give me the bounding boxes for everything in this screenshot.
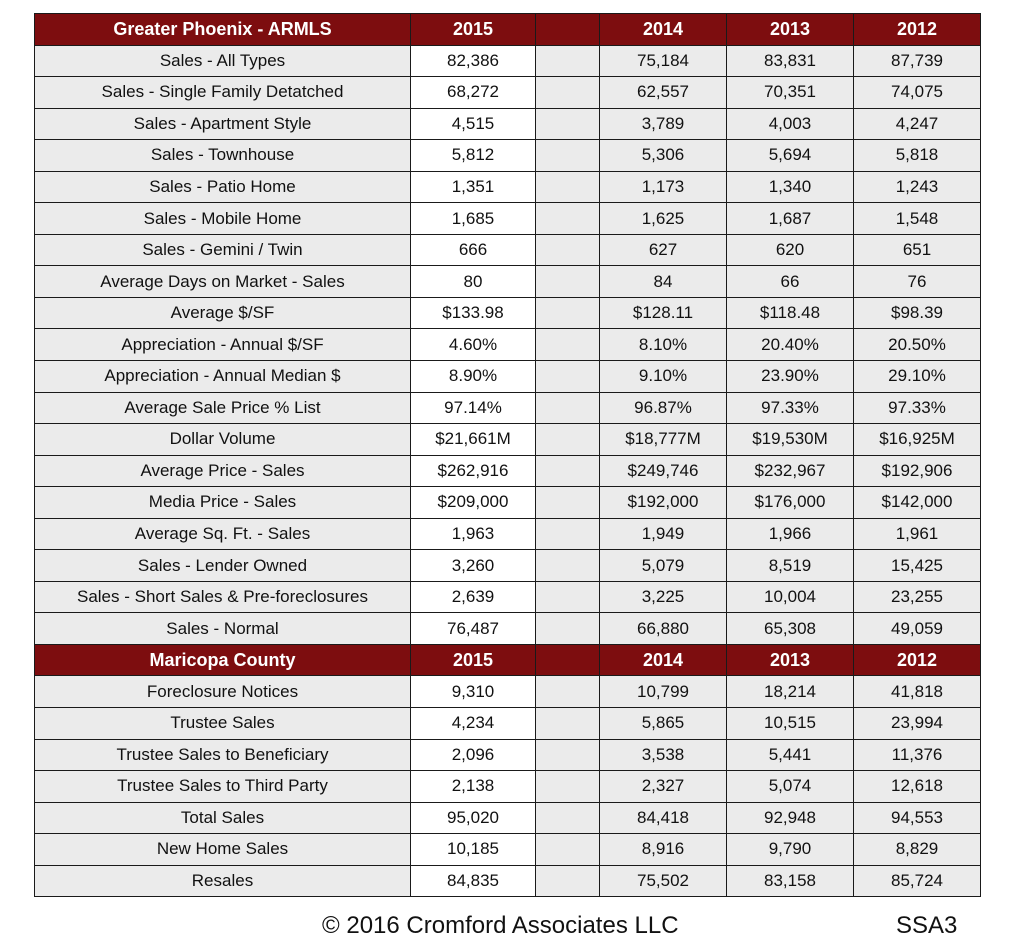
year-header: 2015 (411, 644, 536, 676)
value-cell: 5,694 (727, 140, 854, 172)
value-cell: 80 (411, 266, 536, 298)
value-cell: $118.48 (727, 297, 854, 329)
row-label: Sales - Mobile Home (35, 203, 411, 235)
value-cell: 41,818 (854, 676, 981, 708)
value-cell: 1,243 (854, 171, 981, 203)
value-cell: 1,961 (854, 518, 981, 550)
value-cell: 3,260 (411, 550, 536, 582)
table-row (35, 392, 981, 424)
table-row (35, 361, 981, 393)
row-label: Trustee Sales to Beneficiary (35, 739, 411, 771)
value-cell: 84,418 (600, 802, 727, 834)
value-cell: 9.10% (600, 361, 727, 393)
table-row (35, 676, 981, 708)
row-label: Media Price - Sales (35, 487, 411, 519)
table-row (35, 550, 981, 582)
year-header: 2014 (600, 644, 727, 676)
value-cell: 627 (600, 234, 727, 266)
section-header-row (35, 644, 981, 676)
value-cell: 4,515 (411, 108, 536, 140)
value-cell: 4,003 (727, 108, 854, 140)
value-cell: 4.60% (411, 329, 536, 361)
value-cell: 4,247 (854, 108, 981, 140)
table-row (35, 487, 981, 519)
blank-cell (536, 392, 600, 424)
row-label: Sales - Lender Owned (35, 550, 411, 582)
table-row (35, 834, 981, 866)
row-label: Appreciation - Annual $/SF (35, 329, 411, 361)
blank-cell (536, 708, 600, 740)
value-cell: 82,386 (411, 45, 536, 77)
year-header: 2013 (727, 14, 854, 46)
table-row (35, 708, 981, 740)
value-cell: 74,075 (854, 77, 981, 109)
blank-cell (536, 108, 600, 140)
blank-cell (536, 455, 600, 487)
blank-cell (536, 581, 600, 613)
table-row (35, 329, 981, 361)
year-header: 2012 (854, 14, 981, 46)
value-cell: $133.98 (411, 297, 536, 329)
value-cell: $142,000 (854, 487, 981, 519)
value-cell: 49,059 (854, 613, 981, 645)
value-cell: 84,835 (411, 865, 536, 897)
value-cell: 29.10% (854, 361, 981, 393)
value-cell: 23,255 (854, 581, 981, 613)
value-cell: 620 (727, 234, 854, 266)
blank-cell (536, 424, 600, 456)
value-cell: 96.87% (600, 392, 727, 424)
value-cell: 8,829 (854, 834, 981, 866)
value-cell: 15,425 (854, 550, 981, 582)
table-row (35, 171, 981, 203)
value-cell: 87,739 (854, 45, 981, 77)
value-cell: 10,185 (411, 834, 536, 866)
value-cell: 1,548 (854, 203, 981, 235)
blank-cell (536, 361, 600, 393)
value-cell: 2,096 (411, 739, 536, 771)
table-row (35, 203, 981, 235)
value-cell: 10,799 (600, 676, 727, 708)
row-label: Foreclosure Notices (35, 676, 411, 708)
table-row (35, 613, 981, 645)
blank-cell (536, 297, 600, 329)
value-cell: 94,553 (854, 802, 981, 834)
table-row (35, 234, 981, 266)
row-label: Sales - Apartment Style (35, 108, 411, 140)
copyright-notice: © 2016 Cromford Associates LLC (322, 912, 679, 939)
value-cell: 666 (411, 234, 536, 266)
value-cell: 23.90% (727, 361, 854, 393)
value-cell: 70,351 (727, 77, 854, 109)
row-label: Trustee Sales (35, 708, 411, 740)
value-cell: 3,538 (600, 739, 727, 771)
value-cell: 18,214 (727, 676, 854, 708)
row-label: Trustee Sales to Third Party (35, 771, 411, 803)
section-header-row (35, 14, 981, 46)
value-cell: 83,831 (727, 45, 854, 77)
row-label: Average Price - Sales (35, 455, 411, 487)
blank-cell (536, 266, 600, 298)
row-label: Sales - All Types (35, 45, 411, 77)
value-cell: 5,812 (411, 140, 536, 172)
row-label: Sales - Patio Home (35, 171, 411, 203)
blank-cell (536, 77, 600, 109)
row-label: Appreciation - Annual Median $ (35, 361, 411, 393)
blank-cell (536, 613, 600, 645)
value-cell: 1,687 (727, 203, 854, 235)
page-code: SSA3 (896, 912, 958, 939)
value-cell: 651 (854, 234, 981, 266)
table-row (35, 455, 981, 487)
row-label: Average Sq. Ft. - Sales (35, 518, 411, 550)
value-cell: $262,916 (411, 455, 536, 487)
table-row (35, 518, 981, 550)
value-cell: 66,880 (600, 613, 727, 645)
blank-cell (536, 644, 600, 676)
section-title: Maricopa County (35, 644, 411, 676)
value-cell: 23,994 (854, 708, 981, 740)
blank-cell (536, 550, 600, 582)
value-cell: 97.33% (854, 392, 981, 424)
year-header: 2014 (600, 14, 727, 46)
table-row (35, 140, 981, 172)
value-cell: 1,351 (411, 171, 536, 203)
value-cell: 95,020 (411, 802, 536, 834)
value-cell: 97.14% (411, 392, 536, 424)
value-cell: 9,790 (727, 834, 854, 866)
value-cell: 11,376 (854, 739, 981, 771)
value-cell: 10,004 (727, 581, 854, 613)
value-cell: 65,308 (727, 613, 854, 645)
value-cell: $98.39 (854, 297, 981, 329)
blank-cell (536, 739, 600, 771)
value-cell: 10,515 (727, 708, 854, 740)
value-cell: 8.90% (411, 361, 536, 393)
table-row (35, 77, 981, 109)
value-cell: $249,746 (600, 455, 727, 487)
row-label: New Home Sales (35, 834, 411, 866)
value-cell: $232,967 (727, 455, 854, 487)
row-label: Dollar Volume (35, 424, 411, 456)
blank-cell (536, 487, 600, 519)
value-cell: 76,487 (411, 613, 536, 645)
value-cell: 1,625 (600, 203, 727, 235)
value-cell: $128.11 (600, 297, 727, 329)
value-cell: 3,789 (600, 108, 727, 140)
blank-cell (536, 865, 600, 897)
row-label: Sales - Gemini / Twin (35, 234, 411, 266)
year-header: 2012 (854, 644, 981, 676)
value-cell: $209,000 (411, 487, 536, 519)
value-cell: 2,639 (411, 581, 536, 613)
value-cell: 1,173 (600, 171, 727, 203)
value-cell: 2,327 (600, 771, 727, 803)
value-cell: 1,966 (727, 518, 854, 550)
value-cell: 1,685 (411, 203, 536, 235)
value-cell: 1,949 (600, 518, 727, 550)
table-row (35, 266, 981, 298)
value-cell: 92,948 (727, 802, 854, 834)
row-label: Average Sale Price % List (35, 392, 411, 424)
value-cell: 97.33% (727, 392, 854, 424)
blank-cell (536, 802, 600, 834)
value-cell: 8,519 (727, 550, 854, 582)
blank-cell (536, 771, 600, 803)
table-row (35, 865, 981, 897)
value-cell: 12,618 (854, 771, 981, 803)
value-cell: 62,557 (600, 77, 727, 109)
blank-cell (536, 140, 600, 172)
market-stats-table (34, 13, 981, 897)
value-cell: 5,079 (600, 550, 727, 582)
value-cell: 83,158 (727, 865, 854, 897)
section-title: Greater Phoenix - ARMLS (35, 14, 411, 46)
value-cell: 9,310 (411, 676, 536, 708)
row-label: Resales (35, 865, 411, 897)
row-label: Sales - Single Family Detatched (35, 77, 411, 109)
value-cell: $176,000 (727, 487, 854, 519)
value-cell: 5,074 (727, 771, 854, 803)
value-cell: 84 (600, 266, 727, 298)
value-cell: 5,306 (600, 140, 727, 172)
blank-cell (536, 834, 600, 866)
row-label: Sales - Normal (35, 613, 411, 645)
table-row (35, 45, 981, 77)
blank-cell (536, 203, 600, 235)
value-cell: 75,184 (600, 45, 727, 77)
table-row (35, 424, 981, 456)
blank-cell (536, 171, 600, 203)
value-cell: 3,225 (600, 581, 727, 613)
value-cell: 66 (727, 266, 854, 298)
value-cell: 85,724 (854, 865, 981, 897)
value-cell: 8,916 (600, 834, 727, 866)
year-header: 2015 (411, 14, 536, 46)
blank-cell (536, 45, 600, 77)
value-cell: 68,272 (411, 77, 536, 109)
value-cell: $192,000 (600, 487, 727, 519)
table-row (35, 802, 981, 834)
blank-cell (536, 14, 600, 46)
value-cell: $19,530M (727, 424, 854, 456)
value-cell: 2,138 (411, 771, 536, 803)
blank-cell (536, 518, 600, 550)
row-label: Average Days on Market - Sales (35, 266, 411, 298)
value-cell: 20.50% (854, 329, 981, 361)
value-cell: 20.40% (727, 329, 854, 361)
row-label: Sales - Townhouse (35, 140, 411, 172)
value-cell: 1,340 (727, 171, 854, 203)
row-label: Sales - Short Sales & Pre-foreclosures (35, 581, 411, 613)
row-label: Total Sales (35, 802, 411, 834)
value-cell: 5,818 (854, 140, 981, 172)
value-cell: $192,906 (854, 455, 981, 487)
value-cell: $16,925M (854, 424, 981, 456)
value-cell: 8.10% (600, 329, 727, 361)
value-cell: 76 (854, 266, 981, 298)
blank-cell (536, 676, 600, 708)
year-header: 2013 (727, 644, 854, 676)
value-cell: 5,441 (727, 739, 854, 771)
table-row (35, 297, 981, 329)
blank-cell (536, 329, 600, 361)
table-row (35, 739, 981, 771)
value-cell: $21,661M (411, 424, 536, 456)
value-cell: $18,777M (600, 424, 727, 456)
table-row (35, 581, 981, 613)
value-cell: 75,502 (600, 865, 727, 897)
value-cell: 4,234 (411, 708, 536, 740)
table-row (35, 771, 981, 803)
blank-cell (536, 234, 600, 266)
row-label: Average $/SF (35, 297, 411, 329)
value-cell: 1,963 (411, 518, 536, 550)
table-row (35, 108, 981, 140)
value-cell: 5,865 (600, 708, 727, 740)
